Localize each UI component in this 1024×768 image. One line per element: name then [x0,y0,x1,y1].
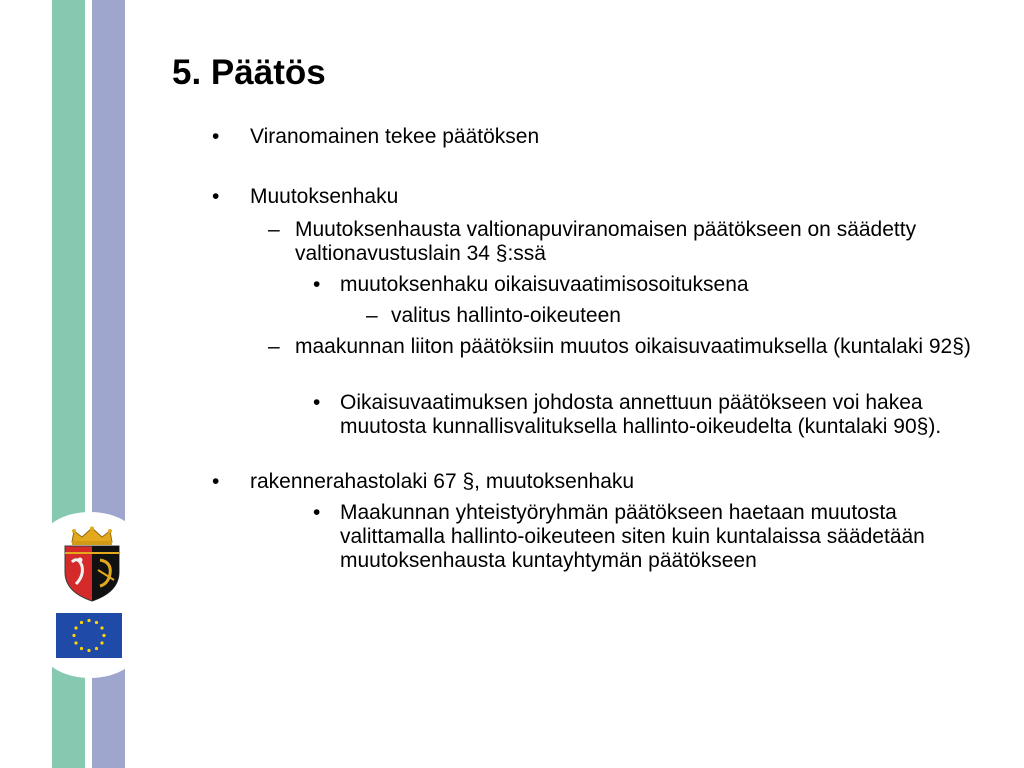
sub-bullet-regional-council: maakunnan liiton päätöksiin muutos oikaisuvaatimuksella (kuntalaki 92§) [295,335,971,358]
bullet-marker: • [212,185,220,208]
bullet-marker: • [212,470,220,493]
bullet-structural-funds-act: rakennerahastolaki 67 §, muutoksenhaku [250,470,635,493]
bullet-marker: • [313,501,321,524]
dash-marker: – [268,218,280,241]
bullet-marker: • [313,273,321,296]
sub-sub-bullet-municipal-appeal: Oikaisuvaatimuksen johdosta annettuun päätökseen voi hakea muutosta kunnallisvalituksella hallinto-oikeudelta (kuntalaki 90§). [340,391,942,438]
sub-sub-bullet-cooperation-group: Maakunnan yhteistyöryhmän päätökseen haetaan muutosta valittamalla hallinto-oikeuteen siten kuin kuntalaissa säädetään muutoksenhausta kuntayhtymän päätökseen [340,501,925,572]
dash-marker: – [366,304,378,327]
sub-sub-bullet-rectification: muutoksenhaku oikaisuvaatimisosoituksena [340,273,749,296]
bullet-marker: • [212,125,220,148]
sub-bullet-state-aid-appeal: Muutoksenhausta valtionapuviranomaisen päätökseen on säädetty valtionavustuslain 34 §:ssä [295,218,917,265]
slide-title: 5. Päätös [172,53,326,92]
bullet-appeal: Muutoksenhaku [250,185,399,208]
bullet-marker: • [313,391,321,414]
bullet-decision: Viranomainen tekee päätöksen [250,125,540,148]
sub-sub-sub-bullet-court-appeal: valitus hallinto-oikeuteen [391,304,621,327]
dash-marker: – [268,335,280,358]
